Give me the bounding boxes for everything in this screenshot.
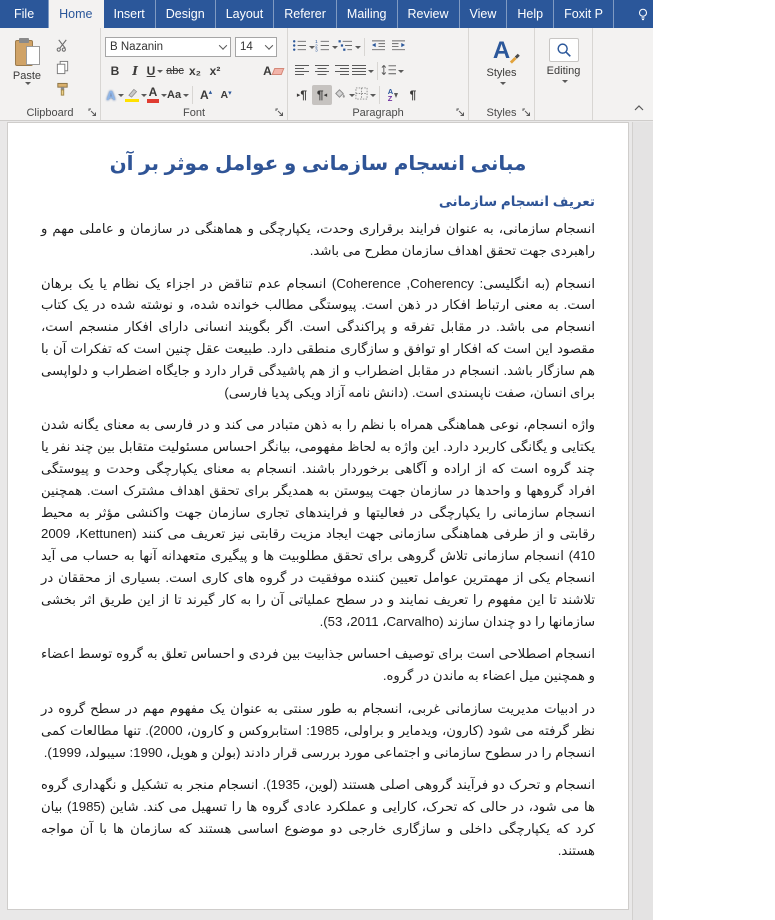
copy-icon (55, 60, 70, 78)
tab-foxit-p[interactable]: Foxit P (554, 0, 614, 28)
styles-group-label: Styles (486, 107, 517, 119)
document-paragraph: در ادبیات مدیریت سازمانی غربی، انسجام به طور سنتی به عنوان یک مفهوم مهم در سطح گروه در نظر گرفته می شود (کارون، ویدمایر و براولی، 1985: استابروکس و کارون، 2000). تنها مطالعات کمی انسجام را در سطوح سازمانی و اجتماعی مورد بررسی قرار دادند (بولن و هویل، 1990: سیبولد، 1999). (41, 700, 595, 760)
increase-indent-button[interactable] (388, 37, 408, 57)
align-center-icon (315, 64, 329, 79)
increase-indent-icon (391, 39, 406, 55)
format-painter-button[interactable] (50, 81, 74, 101)
align-right-icon (335, 64, 349, 79)
shading-button[interactable] (332, 85, 355, 105)
lightbulb-icon (636, 7, 650, 22)
font-group-label: Font (182, 107, 205, 119)
paragraph-dialog-launcher[interactable] (454, 106, 466, 118)
document-paragraph: انسجام سازمانی، به عنوان فرایند برقراری وحدت، یکپارچگی و هماهنگی در سازمان و عاملی مهم و راهبردی جهت تحقق اهداف سازمان مطرح می باشد. (41, 221, 595, 258)
italic-button[interactable]: I (132, 64, 138, 78)
svg-text:2: 2 (315, 43, 318, 49)
paint-bucket-icon (332, 87, 347, 103)
svg-text:3: 3 (315, 47, 318, 53)
numbering-button[interactable] (315, 37, 338, 57)
decrease-indent-button[interactable] (368, 37, 388, 57)
paste-label: Paste (12, 70, 42, 82)
ribbon-group-paragraph (288, 28, 469, 120)
font-color-button[interactable]: A (147, 85, 167, 105)
line-spacing-button[interactable] (381, 61, 404, 81)
numbered-list-icon (315, 39, 330, 55)
document-paragraph: واژه انسجام، نوعی هماهنگی همراه با نظم را به ذهن متبادر می کند و در فارسی به معنای یگانه شدن یکتایی و یگانگی کاربرد دارد. این واژه به لحاظ مفهومی، بیانگر احساس مسئولیت متقابل بین چند نفر یا چند گروه است که از اراده و آگاهی برخوردار باشند. انسجام به معنای یکپارچگی وحدت و پیوستگی افراد گروهها و واحدها در سازمان جهت پیوستن به همدیگر برای تحقق اهداف مشترک است. همچنین انسجام سازمانی را یکپارچگی در فعالیتها و فرایندهای تجاری سازمان جهت واکنشی مؤثر به محیط رقابتی و از طرفی هماهنگی سازمانی جهت ایجاد مزیت رقابتی نیز تعریف می کنند (Kettunen‏، 2009 410) انسجام سازمانی تلاش گروهی برای تحقق مطلوبیت ها و پیگیری متعهدانه آنها به حساب می آید انسجام یکی از مهمترین عوامل تعیین کننده موفقیت در گروه های کاری است. بسیاری از محققان در تلاشند تا این مفهوم را تعریف نمایند و در سطح عملیاتی آن را به کار گیرند تا از این طریق اثر بخشی سازمانها را دو چندان سازند (Carvalho‏، 2011، 53). (41, 417, 596, 629)
styles-button[interactable] (473, 36, 530, 100)
borders-grid-icon (355, 87, 368, 103)
font-color-bar (147, 99, 159, 103)
document-area (0, 122, 653, 920)
tab-insert[interactable]: Insert (104, 0, 156, 28)
editing-button[interactable] (539, 36, 588, 100)
underline-button[interactable]: U (145, 61, 165, 81)
clipboard-dialog-launcher[interactable] (86, 106, 98, 118)
document-heading: تعریف انسجام سازمانی (438, 194, 595, 209)
vertical-scrollbar[interactable] (632, 122, 653, 920)
multilevel-list-button[interactable] (338, 37, 361, 57)
tab-strip (0, 0, 614, 28)
font-size-combo[interactable] (235, 37, 277, 57)
copy-button[interactable] (50, 59, 74, 79)
ribbon-group-styles (469, 28, 535, 120)
eraser-icon (271, 68, 284, 75)
document-paragraph: انسجام (به انگلیسی: Coherence ,Coherency) انسجام عدم تناقض در اجزاء یک نظام یا یک برهان است. به معنی ارتباط افکار در ذهن است. پیوستگی مطالب خوانده شده، و نوشته شده در یک کتاب انسجام می باشد. در مقابل تفرقه و پراکندگی است. اگر بگویند انسانی دارای افکار منسجم است، مقصود این است که افکار او توافق و سازگاری منطقی دارد. طبیعت عقل چنین است که تفکرات آن با هم سازگار باشد. انسجام در مقابل اضطراب و از هم پاشیدگی قرار دارد و جایگاه اضطراب و دلواپسی برای انسان، صفت ناپسندی است. (دانش نامه آزاد ویکی پدیا فارسی) (41, 275, 595, 400)
tab-design[interactable]: Design (156, 0, 216, 28)
paragraph-group-label: Paragraph (352, 107, 404, 119)
strikethrough-button[interactable]: abc (166, 65, 184, 77)
ltr-direction-button[interactable]: ▸ ¶ (296, 88, 308, 102)
search-icon (549, 38, 579, 62)
sort-button[interactable] (383, 85, 403, 105)
document-title: مبانی انسجام سازمانی و عوامل موثر بر آن (109, 153, 527, 175)
tab-view[interactable]: View (460, 0, 508, 28)
clipboard-group-label: Clipboard (26, 107, 74, 119)
divider (192, 86, 193, 104)
shrink-font-button[interactable]: A▾ (220, 89, 232, 101)
tab-home[interactable]: Home (49, 0, 103, 28)
tab-help[interactable]: Help (507, 0, 554, 28)
grow-font-button[interactable]: A▴ (199, 88, 213, 102)
share-label: Share (735, 7, 770, 21)
justify-button[interactable] (352, 61, 374, 81)
tell-me-label: Tell me (657, 0, 676, 28)
font-size-chevron (265, 41, 273, 49)
decrease-indent-icon (371, 39, 386, 55)
tab-file[interactable]: File (0, 0, 49, 28)
tab-review[interactable]: Review (398, 0, 460, 28)
align-left-button[interactable] (292, 61, 312, 81)
document-paragraph: انسجام اصطلاحی است برای توصیف احساس جذابیت بین فردی و احساس تعلق به گروه توسط اعضاء و همچنین میل اعضاء به ماندن در گروه. (41, 646, 595, 684)
ribbon (0, 28, 653, 121)
styles-dialog-launcher[interactable] (520, 106, 532, 118)
rtl-direction-button[interactable]: ¶ ◂ (312, 85, 332, 105)
document-page[interactable] (7, 122, 629, 910)
tell-me-button[interactable] (630, 0, 682, 28)
font-name-value: B Nazanin (110, 41, 164, 53)
text-effects-button[interactable]: A (105, 85, 125, 105)
scissors-icon (55, 38, 70, 56)
ribbon-group-editing (535, 28, 593, 120)
svg-text:1: 1 (315, 39, 318, 45)
paste-dropdown-arrow (25, 82, 31, 85)
align-left-icon (295, 64, 309, 79)
bullet-list-icon (292, 39, 307, 55)
font-name-combo[interactable] (105, 37, 231, 57)
editing-label: Editing (546, 65, 581, 77)
highlight-color-button[interactable] (125, 85, 147, 105)
ribbon-tab-bar (0, 0, 770, 28)
line-spacing-icon (381, 64, 396, 79)
tab-layout[interactable]: Layout (216, 0, 275, 28)
ribbon-group-clipboard (0, 28, 101, 120)
superscript-button[interactable]: x² (209, 64, 221, 78)
clear-formatting-button[interactable]: A (263, 61, 283, 81)
change-case-button[interactable]: Aa (167, 85, 189, 105)
ribbon-group-font (101, 28, 288, 120)
document-paragraph: انسجام و تحرک دو فرآیند گروهی اصلی هستند (لوین، 1935). انسجام منجر به تشکیل و نگهداری گروه ها می شود، در حالی که تحرک، کارایی و عملکرد عادی گروه ها را تسهیل می کند. شاین (1985) بیان کرد که یکپارچگی داخلی و سازگاری خارجی دو موضوع اساسی هستند که سازمان ها با آن مواجه هستند. (41, 777, 595, 858)
share-person-icon (714, 7, 729, 21)
bold-button[interactable]: B (110, 64, 120, 78)
cut-button[interactable] (50, 37, 74, 57)
font-name-chevron (219, 41, 227, 49)
font-size-value: 14 (240, 41, 253, 53)
underline-dropdown-arrow (157, 70, 163, 73)
bullets-button[interactable] (292, 37, 315, 57)
tab-referer[interactable]: Referer (274, 0, 337, 28)
collapse-ribbon-button[interactable] (633, 103, 645, 115)
document-body (41, 218, 595, 862)
show-marks-button[interactable]: ¶ (409, 88, 417, 102)
justify-icon (352, 64, 366, 79)
styles-icon: A (493, 38, 510, 64)
subscript-button[interactable]: x₂ (188, 64, 201, 78)
styles-label: Styles (486, 67, 517, 79)
align-right-button[interactable] (332, 61, 352, 81)
ribbon-empty-area (593, 28, 653, 120)
tab-mailing[interactable]: Mailing (337, 0, 398, 28)
align-center-button[interactable] (312, 61, 332, 81)
format-painter-icon (55, 82, 70, 100)
share-button[interactable] (708, 0, 775, 28)
borders-button[interactable] (355, 85, 376, 105)
paste-button[interactable] (4, 36, 50, 104)
highlighter-icon (125, 88, 139, 103)
font-dialog-launcher[interactable] (273, 106, 285, 118)
sort-az-icon: A Z (388, 88, 398, 103)
multilevel-list-icon (338, 39, 353, 55)
paste-clipboard-icon (14, 38, 40, 68)
